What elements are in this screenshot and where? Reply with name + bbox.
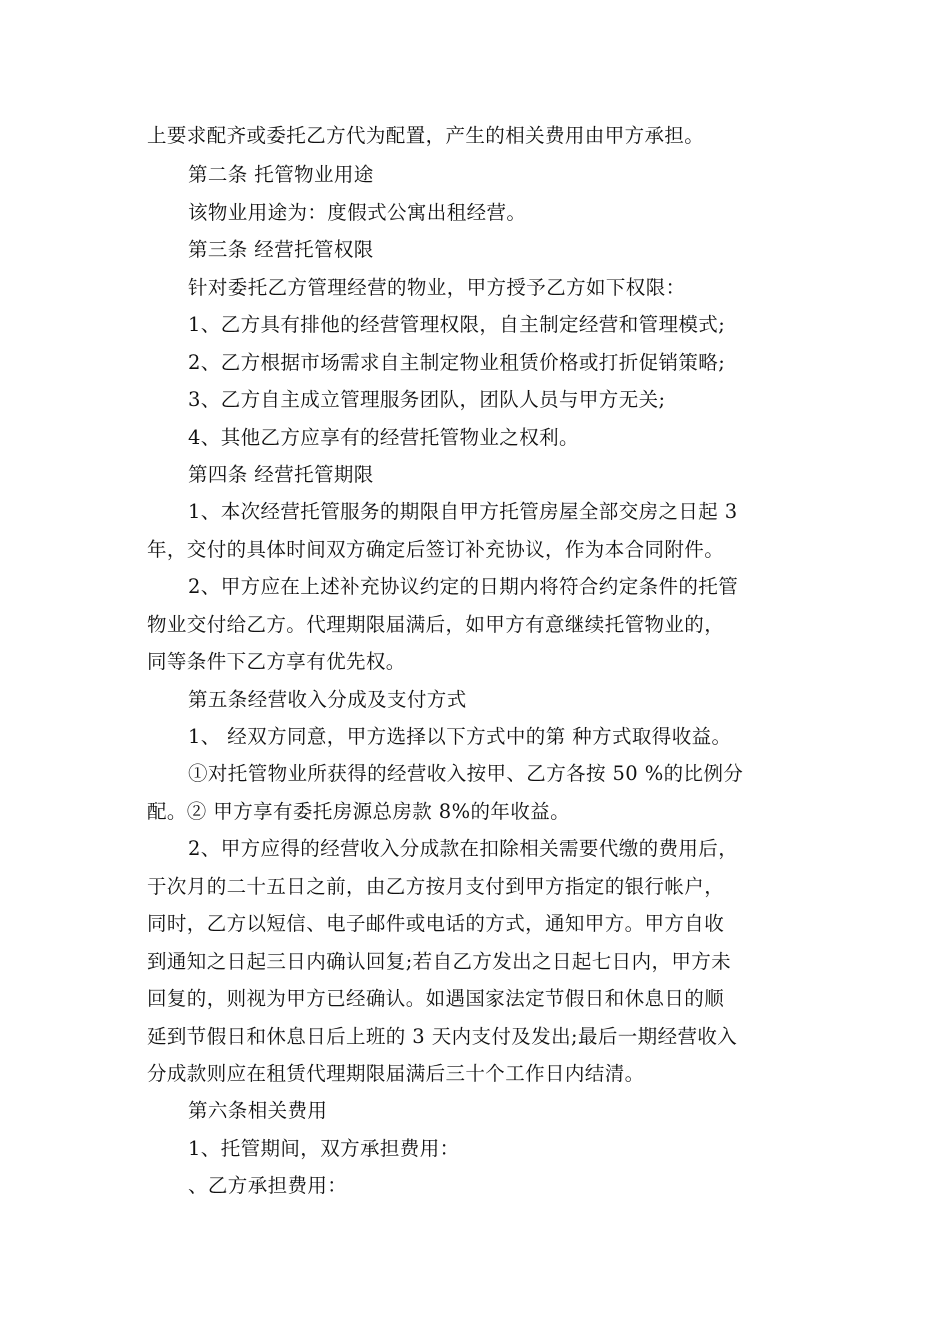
list-item: 、乙方承担费用： — [188, 1174, 348, 1197]
article-2-heading: 第二条 托管物业用途 — [188, 163, 374, 186]
paragraph-line: 2、甲方应得的经营收入分成款在扣除相关需要代缴的费用后， — [188, 837, 739, 860]
article-5-heading: 第五条经营收入分成及支付方式 — [188, 688, 467, 711]
article-3-heading: 第三条 经营托管权限 — [188, 238, 374, 261]
paragraph-line: 同等条件下乙方享有优先权。 — [147, 650, 406, 673]
paragraph-line: 配。② 甲方享有委托房源总房款 8%的年收益。 — [147, 800, 571, 823]
list-item: 1、乙方具有排他的经营管理权限，自主制定经营和管理模式; — [188, 313, 726, 336]
list-item: 4、其他乙方应享有的经营托管物业之权利。 — [188, 426, 579, 449]
paragraph-line: 于次月的二十五日之前，由乙方按月支付到甲方指定的银行帐户， — [147, 875, 725, 898]
paragraph-line: 同时，乙方以短信、电子邮件或电话的方式，通知甲方。甲方自收 — [147, 912, 725, 935]
paragraph-line: 上要求配齐或委托乙方代为配置，产生的相关费用由甲方承担。 — [147, 124, 705, 147]
list-item: 1、托管期间，双方承担费用： — [188, 1137, 460, 1160]
list-item: 2、乙方根据市场需求自主制定物业租赁价格或打折促销策略; — [188, 351, 726, 374]
paragraph-line: 1、本次经营托管服务的期限自甲方托管房屋全部交房之日起 3 — [188, 500, 738, 523]
paragraph-line: 分成款则应在租赁代理期限届满后三十个工作日内结清。 — [147, 1062, 645, 1085]
article-6-heading: 第六条相关费用 — [188, 1099, 328, 1122]
paragraph-line: 2、甲方应在上述补充协议约定的日期内将符合约定条件的托管 — [188, 575, 739, 598]
paragraph-line: ①对托管物业所获得的经营收入按甲、乙方各按 50 %的比例分 — [188, 762, 744, 785]
paragraph-line: 物业交付给乙方。代理期限届满后，如甲方有意继续托管物业的， — [147, 613, 725, 636]
paragraph-line: 延到节假日和休息日后上班的 3 天内支付及发出;最后一期经营收入 — [147, 1025, 738, 1048]
paragraph-line: 到通知之日起三日内确认回复;若自乙方发出之日起七日内，甲方未 — [147, 950, 732, 973]
article-4-heading: 第四条 经营托管期限 — [188, 463, 374, 486]
paragraph-line: 针对委托乙方管理经营的物业，甲方授予乙方如下权限： — [188, 276, 686, 299]
paragraph-line: 回复的，则视为甲方已经确认。如遇国家法定节假日和休息日的顺 — [147, 987, 725, 1010]
paragraph-line: 1、 经双方同意，甲方选择以下方式中的第 种方式取得收益。 — [188, 725, 732, 748]
list-item: 3、乙方自主成立管理服务团队，团队人员与甲方无关; — [188, 388, 666, 411]
paragraph-line: 该物业用途为：度假式公寓出租经营。 — [188, 201, 527, 224]
paragraph-line: 年，交付的具体时间双方确定后签订补充协议，作为本合同附件。 — [147, 538, 725, 561]
